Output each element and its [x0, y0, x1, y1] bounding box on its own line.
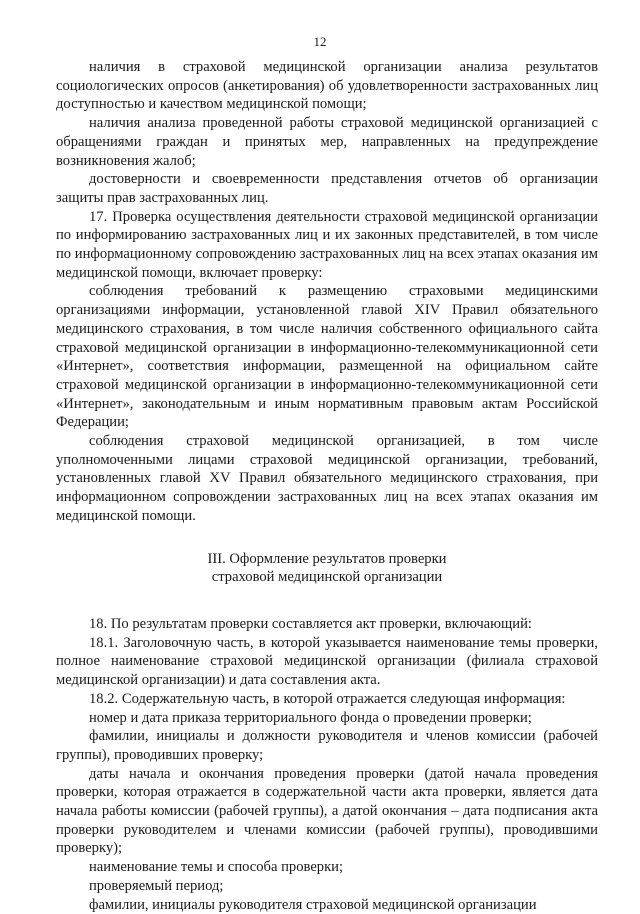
paragraph: 18.2. Содержательную часть, в которой отражается следующая информация: [89, 690, 566, 707]
page-number: 12 [313, 34, 327, 49]
paragraph: 18. По результатам проверки составляется акт проверки, включающий: [89, 615, 532, 632]
paragraph: 17. Проверка осуществления деятельности страховой медицинской организации по информированию застрахованных лиц и их законных представителей, в том числе по информационному сопровождению застрахованных лиц на всех этапах оказания им медицинской помощи, включает проверку: [56, 208, 598, 281]
paragraph: фамилии, инициалы и должности руководителя и членов комиссии (рабочей группы), проводивших проверку; [56, 728, 598, 763]
paragraph: 18.1. Заголовочную часть, в которой указывается наименование темы проверки, полное наименование страховой медицинской организации (филиала страховой медицинской организации) и дата составления акта. [56, 634, 598, 689]
section-heading-line: страховой медицинской организации [211, 569, 443, 586]
paragraph: наличия в страховой медицинской организации анализа результатов социологических опросов (анкетирования) об удовлетворенности застрахованных лиц доступностью и качеством медицинской помощи; [56, 59, 598, 113]
paragraph: соблюдения страховой медицинской организацией, в том числе уполномоченными лицами страховой медицинской организации, требований, установленных главой XV Правил обязательного медицинского страхования, при информационном сопровождении застрахованных лиц на всех этапах оказания им медицинской помощи. [56, 433, 598, 524]
paragraph: наименование темы и способа проверки; [89, 859, 344, 876]
paragraph: номер и дата приказа территориального фонда о проведении проверки; [89, 709, 532, 726]
document-body [56, 58, 598, 914]
paragraph: наличия анализа проведенной работы страховой медицинской организацией с обращениями граждан и принятых мер, направленных на предупреждение возникновения жалоб; [56, 115, 598, 169]
paragraph: фамилии, инициалы руководителя страховой медицинской организации [89, 896, 537, 913]
paragraph: соблюдения требований к размещению страховыми медицинскими организациями информации, установленной главой XIV Правил обязательного медицинского страхования, в том числе наличия собственного официального сайта страховой медицинской организации в информационно-телекоммуникационной сети «Интернет», соответствия информации, размещенной на официальном сайте страховой медицинской организации в информационно-телекоммуникационной сети «Интернет», законодательным и иным нормативным правовым актам Российской Федерации; [56, 283, 598, 431]
section-heading-line: III. Оформление результатов проверки [207, 550, 447, 567]
paragraph: достоверности и своевременности представления отчетов об организации защиты прав застрахованных лиц. [56, 171, 598, 206]
paragraph: даты начала и окончания проведения проверки (датой начала проведения проверки, которая отражается в содержательной части акта проверки, является дата начала работы комиссии (рабочей группы), а датой окончания – дата подписания акта проверки руководителем и членами комиссии (рабочей группы), проводившими проверку); [56, 765, 598, 857]
section-heading [56, 550, 598, 587]
paragraph: проверяемый период; [89, 877, 224, 894]
